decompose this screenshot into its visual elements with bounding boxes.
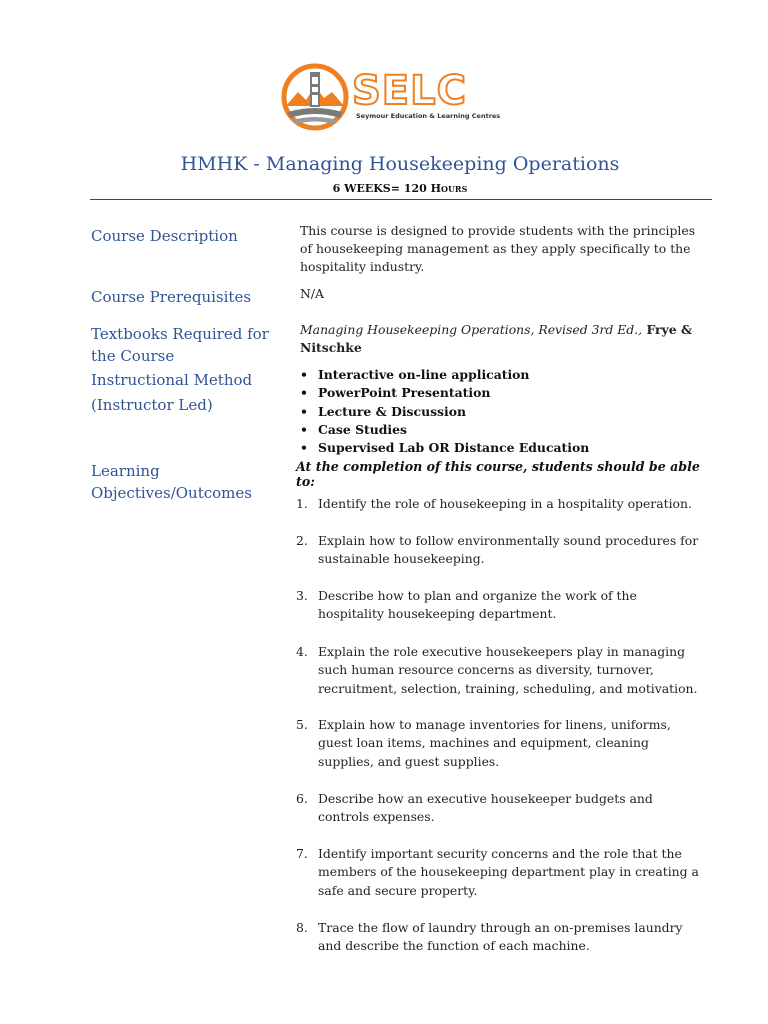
objective-item	[296, 532, 706, 569]
course-description-label: Course Description	[91, 227, 238, 245]
instructional-method-line1: Instructional Method	[91, 371, 253, 389]
objective-number: 6.	[296, 791, 308, 806]
objective-text: Explain the role executive housekeepers play in managing such human resource concerns as diversity, turnover, recruitment, selection, training, scheduling, and motivation.	[318, 644, 698, 696]
selc-logo	[280, 62, 500, 137]
objective-number: 4.	[296, 644, 308, 659]
list-item: • Case Studies	[298, 421, 698, 439]
list-item: • PowerPoint Presentation	[298, 384, 698, 402]
instructor-led-label	[91, 394, 276, 416]
textbook-title: Managing Housekeeping Operations, Revised 3rd Ed.,	[300, 322, 643, 337]
objective-number: 5.	[296, 717, 308, 732]
objective-item	[296, 790, 706, 827]
objectives-intro: At the completion of this course, students should be able to:	[296, 459, 700, 489]
logo-tagline: Seymour Education & Learning Centres	[356, 112, 501, 120]
objective-number: 1.	[296, 496, 308, 511]
objective-text: Explain how to manage inventories for linens, uniforms, guest loan items, machines and equipment, cleaning supplies, and guest supplies.	[318, 717, 671, 769]
course-duration	[0, 182, 768, 195]
textbook-authors: Frye & Nitschke	[300, 322, 693, 355]
objective-number: 3.	[296, 588, 308, 603]
lighthouse-logo-icon	[280, 62, 350, 132]
textbooks-label: Textbooks Required for the Course	[91, 325, 269, 365]
instructional-method-label	[91, 369, 276, 391]
objective-item	[296, 845, 706, 900]
list-item: • Lecture & Discussion	[298, 403, 698, 421]
duration-prefix: 6 WEEKS= 120	[332, 182, 431, 195]
list-item: • Supervised Lab OR Distance Education	[298, 439, 698, 457]
objective-number: 7.	[296, 846, 308, 861]
objective-number: 8.	[296, 920, 308, 935]
course-prerequisites-text: N/A	[300, 286, 324, 301]
objective-text: Identify important security concerns and the role that the members of the housekeeping department play in creating a safe and secure property.	[318, 846, 699, 898]
logo-brand-text: SELC	[352, 68, 467, 114]
list-item: • Interactive on-line application	[298, 366, 698, 384]
objective-item	[296, 919, 706, 956]
header-divider	[90, 199, 712, 200]
instructional-method-list	[298, 366, 698, 457]
textbooks-text	[300, 321, 700, 357]
objective-item	[296, 495, 706, 513]
page-title: HMHK - Managing Housekeeping Operations	[180, 153, 620, 175]
objective-text: Describe how an executive housekeeper budgets and controls expenses.	[318, 791, 653, 825]
objective-item	[296, 716, 706, 771]
duration-unit: Hours	[430, 182, 468, 195]
objective-item	[296, 643, 706, 698]
objective-text: Identify the role of housekeeping in a hospitality operation.	[318, 496, 692, 511]
objective-text: Trace the flow of laundry through an on-premises laundry and describe the function of each machine.	[318, 920, 683, 954]
course-prerequisites-label: Course Prerequisites	[91, 288, 252, 306]
objective-number: 2.	[296, 533, 308, 548]
course-description-text: This course is designed to provide students with the principles of housekeeping management as they apply specifically to the hospitality industry.	[300, 223, 696, 274]
objective-item	[296, 587, 706, 624]
learning-objectives-label: Learning Objectives/Outcomes	[91, 462, 252, 502]
objective-text: Explain how to follow environmentally sound procedures for sustainable housekeeping.	[318, 533, 699, 567]
instructional-method-line2: (Instructor Led)	[91, 396, 213, 414]
objective-text: Describe how to plan and organize the work of the hospitality housekeeping department.	[318, 588, 637, 622]
